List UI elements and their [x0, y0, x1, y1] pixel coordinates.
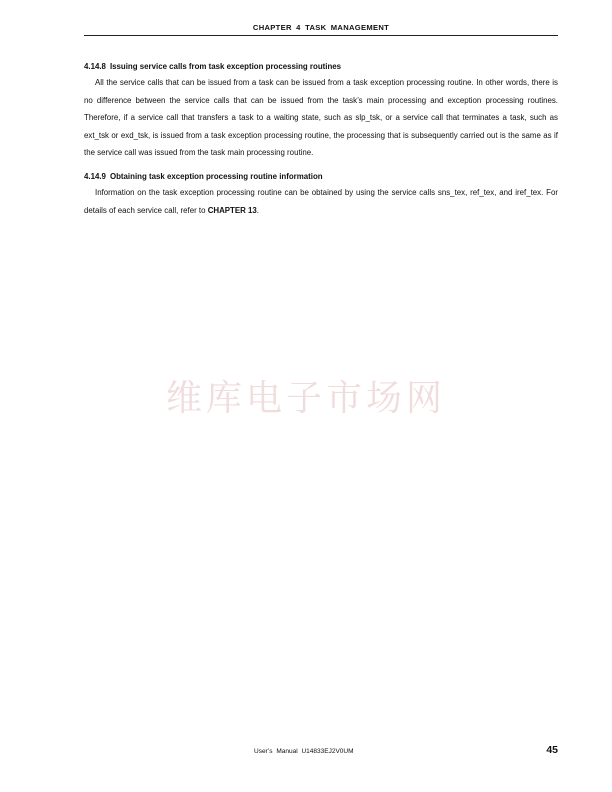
section-body	[84, 184, 558, 219]
section-number: 4.14.8	[84, 62, 106, 71]
section-heading	[84, 61, 558, 72]
section-body: All the service calls that can be issued from a task can be issued from a task exception processing routine. In other words, there is no difference between the service calls that can be issued from the task’s main processing and exception processing routines. Therefore, if a service call that transfers a task to a waiting state, such as slp_tsk, or a service call that terminates a task, such as ext_tsk or exd_tsk, is issued from a task exception processing routine, the processing that is subsequently carried out is the same as if the service call was issued from the task main processing routine.	[84, 78, 558, 157]
chapter-reference: CHAPTER 13	[207, 205, 257, 215]
running-header-title: CHAPTER 4 TASK MANAGEMENT	[252, 23, 390, 32]
section-number: 4.14.9	[84, 172, 106, 181]
section-title: Obtaining task exception processing routine information	[109, 172, 323, 181]
section-body-text: Information on the task exception processing routine can be obtained by using the service calls sns_tex, ref_tex, and iref_tex. For details of each service call, refer to	[84, 188, 558, 215]
section-4-14-9	[84, 171, 558, 219]
section-4-14-8	[84, 61, 558, 162]
page-number: 45	[546, 744, 558, 756]
footer-manual-id: User’s Manual U14833EJ2V0UM	[254, 748, 354, 755]
watermark: 维库电子市场网	[165, 378, 446, 419]
section-heading	[84, 171, 558, 182]
header-rule	[84, 35, 558, 36]
section-title: Issuing service calls from task exception processing routines	[109, 62, 342, 71]
section-body-end: .	[256, 205, 259, 215]
